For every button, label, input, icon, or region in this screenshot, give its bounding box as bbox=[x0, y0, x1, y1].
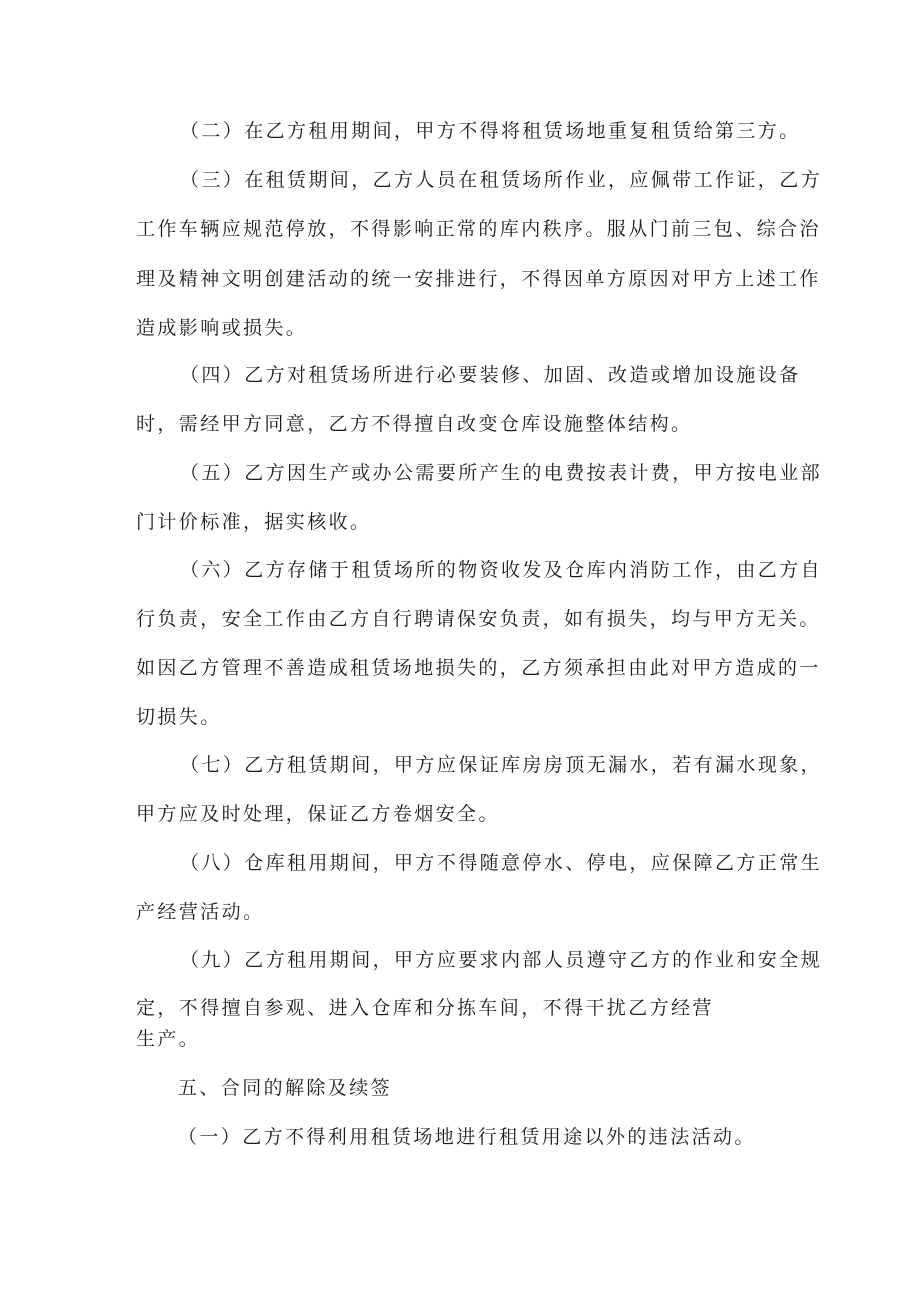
paragraph-8-line-1: （八）仓库租用期间，甲方不得随意停水、停电，应保障乙方正常生 bbox=[180, 852, 823, 874]
paragraph-9-line-2: 定，不得擅自参观、进入仓库和分拣车间，不得干扰乙方经营 bbox=[136, 997, 714, 1019]
paragraph-3-line-2: 工作车辆应规范停放，不得影响正常的库内秩序。服从门前三包、综合治 bbox=[136, 218, 821, 240]
section-heading: 五、合同的解除及续签 bbox=[178, 1077, 393, 1099]
paragraph-2-line-1: （二）在乙方租用期间，甲方不得将租赁场地重复租赁给第三方。 bbox=[180, 120, 801, 142]
paragraph-5-line-2: 门计价标准，据实核收。 bbox=[136, 511, 372, 533]
paragraph-3-line-3: 理及精神文明创建活动的统一安排进行，不得因单方原因对甲方上述工作 bbox=[136, 268, 821, 290]
paragraph-4-line-1: （四）乙方对租赁场所进行必要装修、加固、改造或增加设施设备 bbox=[180, 364, 801, 386]
paragraph-6-line-3: 如因乙方管理不善造成租赁场地损失的，乙方须承担由此对甲方造成的一 bbox=[136, 657, 821, 679]
paragraph-6-line-1: （六）乙方存储于租赁场所的物资收发及仓库内消防工作，由乙方自 bbox=[180, 559, 823, 581]
section-5-paragraph-1-line-1: （一）乙方不得利用租赁场地进行租赁用途以外的违法活动。 bbox=[178, 1126, 756, 1148]
paragraph-3-line-1: （三）在租赁期间，乙方人员在租赁场所作业，应佩带工作证，乙方 bbox=[180, 169, 823, 191]
paragraph-3-line-4: 造成影响或损失。 bbox=[136, 317, 308, 339]
paragraph-6-line-4: 切损失。 bbox=[136, 706, 222, 728]
paragraph-8-line-2: 产经营活动。 bbox=[136, 901, 265, 923]
paragraph-4-line-2: 时，需经甲方同意，乙方不得擅自改变仓库设施整体结构。 bbox=[136, 413, 693, 435]
paragraph-7-line-1: （七）乙方租赁期间，甲方应保证库房房顶无漏水，若有漏水现象， bbox=[180, 754, 823, 776]
paragraph-6-line-2: 行负责，安全工作由乙方自行聘请保安负责，如有损失，均与甲方无关。 bbox=[136, 608, 821, 630]
paragraph-9-line-1: （九）乙方租用期间，甲方应要求内部人员遵守乙方的作业和安全规 bbox=[180, 949, 823, 971]
paragraph-7-line-2: 甲方应及时处理，保证乙方卷烟安全。 bbox=[136, 803, 500, 825]
paragraph-9-line-3: 生产。 bbox=[136, 1028, 201, 1050]
paragraph-5-line-1: （五）乙方因生产或办公需要所产生的电费按表计费，甲方按电业部 bbox=[180, 462, 823, 484]
